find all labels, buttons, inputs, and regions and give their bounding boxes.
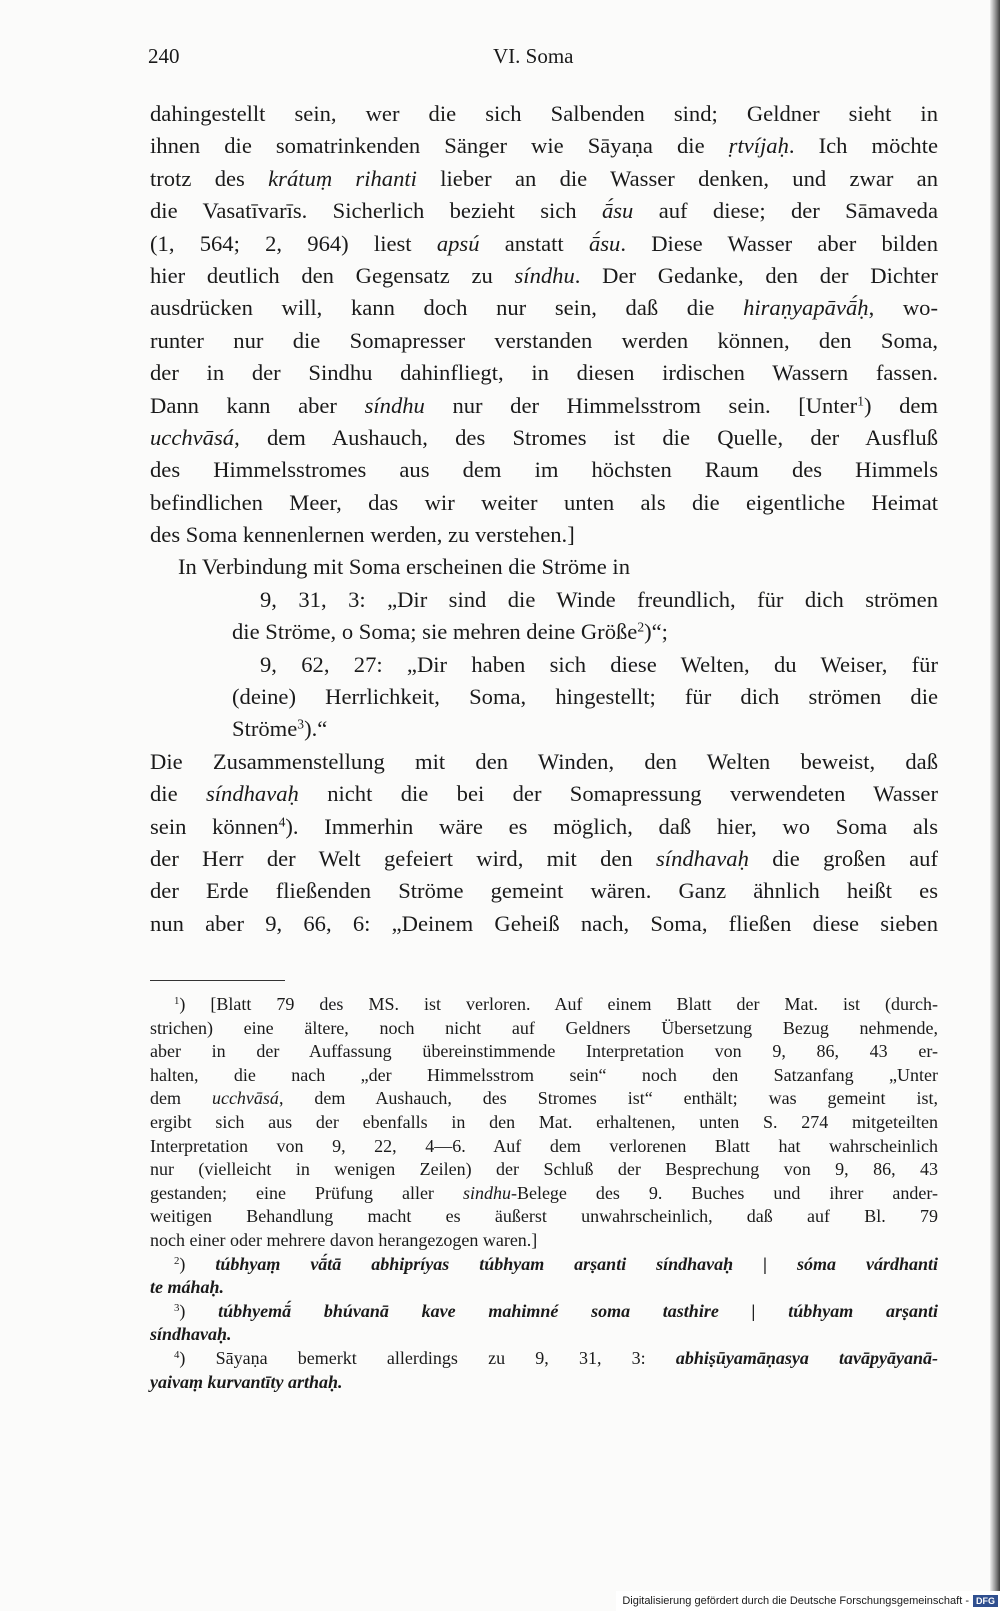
footnote-line: nur (vielleicht in wenigen Zeilen) der Schluß der Besprechung von 9, 86, 43: [150, 1159, 938, 1180]
credit-text: Digitalisierung gefördert durch die Deutsche Forschungsgemeinschaft -: [622, 1595, 969, 1607]
footnote-line: gestanden; eine Prüfung aller sindhu-Belege des 9. Buches und ihrer ander-: [150, 1182, 938, 1203]
quote-line: (deine) Herrlichkeit, Soma, hingestellt; für dich strömen die: [232, 684, 938, 710]
footnote-ref: 2: [637, 619, 645, 635]
footnote-line: $^4$) Sāyaṇa bemerkt allerdings zu 9, 31, 3: abhiṣūyamāṇasya tavāpyāyanā-: [174, 1347, 938, 1368]
footnote-divider: [150, 980, 285, 981]
text-line: ucchvāsá, dem Aushauch, des Stromes ist die Quelle, der Ausfluß: [150, 424, 938, 450]
text-line: Dann kann aber síndhu nur der Himmelsstrom sein. [Unter$^1$) dem: [150, 392, 938, 418]
footnote-line: Interpretation von 9, 22, 4—6. Auf dem verlorenen Blatt hat wahrscheinlich: [150, 1135, 938, 1156]
text-line: des Himmelsstromes aus dem im höchsten Raum des Himmels: [150, 457, 938, 483]
digitization-credit: [616, 1591, 1000, 1611]
text-line: dahingestellt sein, wer die sich Salbenden sind; Geldner sieht in: [150, 101, 938, 126]
text-line: nun aber 9, 66, 6: „Deinem Geheiß nach, Soma, fließen diese sieben: [150, 910, 938, 936]
footnote-line: $^2$) túbhyaṃ vā́tā abhipríyas túbhyam arṣanti síndhavaḥ | sóma várdhanti: [174, 1253, 938, 1274]
text-line: ihnen die somatrinkenden Sänger wie Sāyaṇa die ṛtvíjaḥ. Ich möchte: [150, 133, 938, 159]
text-line: hier deutlich den Gegensatz zu síndhu. Der Gedanke, den der Dichter: [150, 262, 938, 288]
running-title: VI. Soma: [493, 44, 574, 68]
footnote-line: aber in der Auffassung übereinstimmende Interpretation von 9, 86, 43 er-: [150, 1041, 938, 1062]
footnote-ref: 3: [297, 716, 305, 732]
footnotes: [150, 993, 938, 1394]
text-line: (1, 564; 2, 964) liest apsú anstatt ā́su. Diese Wasser aber bilden: [150, 230, 938, 256]
footnote-line: ergibt sich aus der ebenfalls in den Mat. erhaltenen, unten S. 274 mitgeteilten: [150, 1111, 938, 1132]
footnote-line: noch einer oder mehrere davon herangezogen waren.]: [150, 1229, 538, 1250]
quote-line: 9, 31, 3: „Dir sind die Winde freundlich, für dich strömen: [260, 586, 938, 612]
footnote-marker: 2: [174, 1254, 180, 1267]
footnote-line: dem ucchvāsá, dem Aushauch, des Stromes ist“ enthält; was gemeint ist,: [150, 1088, 938, 1109]
footnote-line: weitigen Behandlung macht es äußerst unwahrscheinlich, daß auf Bl. 79: [150, 1206, 938, 1227]
text-line: sein können$^4$). Immerhin wäre es möglich, daß hier, wo Soma als: [150, 813, 938, 839]
text-line: befindlichen Meer, das wir weiter unten als die eigentliche Heimat: [150, 489, 938, 515]
text-line: trotz des krátuṃ rihanti lieber an die Wasser denken, und zwar an: [150, 165, 938, 191]
footnote-line: strichen) eine ältere, noch nicht auf Geldners Übersetzung Bezug nehmende,: [150, 1017, 938, 1038]
text-line: des Soma kennenlernen werden, zu verstehen.]: [150, 522, 575, 548]
quotation-block: [150, 584, 938, 746]
text-line: die Vasatīvarīs. Sicherlich bezieht sich ā́su auf diese; der Sāmaveda: [150, 198, 938, 224]
footnote-line: $^1$) [Blatt 79 des MS. ist verloren. Auf einem Blatt der Mat. ist (durch-: [174, 994, 938, 1014]
main-text: [150, 98, 938, 940]
text-line: runter nur die Somapresser verstanden werden können, den Soma,: [150, 327, 938, 353]
quote-line: Ströme$^3$).“: [232, 716, 328, 742]
text-line: ausdrücken will, kann doch nur sein, daß die hiraṇyapāvā́ḥ, wo-: [150, 295, 938, 321]
footnote-line: yaivaṃ kurvantīty arthaḥ.: [150, 1371, 343, 1392]
text-line: der Herr der Welt gefeiert wird, mit den síndhavaḥ die großen auf: [150, 845, 938, 871]
quote-line: 9, 62, 27: „Dir haben sich diese Welten, du Weiser, für: [260, 651, 938, 677]
footnote-marker: 4: [174, 1348, 180, 1361]
quote-line: die Ströme, o Soma; sie mehren deine Größe$^2$)“;: [232, 619, 668, 645]
footnote-line: síndhavaḥ.: [150, 1324, 232, 1345]
text-line: Die Zusammenstellung mit den Winden, den Welten beweist, daß: [150, 748, 938, 774]
footnote-line: $^3$) túbhyemā́ bhúvanā kave mahimné soma tasthire | túbhyam arṣanti: [174, 1300, 938, 1321]
page-header: [148, 44, 940, 74]
footnote-ref: 1: [857, 393, 864, 409]
text-line: der Erde fließenden Ströme gemeint wären. Ganz ähnlich heißt es: [150, 878, 938, 904]
footnote-line: halten, die nach „der Himmelsstrom sein“ noch den Satzanfang „Unter: [150, 1064, 938, 1085]
text-line: die síndhavaḥ nicht die bei der Somapressung verwendeten Wasser: [150, 781, 938, 807]
dfg-logo: DFG: [973, 1595, 998, 1607]
footnote-line: te máhaḥ.: [150, 1277, 225, 1298]
page-edge-shadow: [990, 0, 1000, 1611]
footnote-marker: 1: [174, 995, 180, 1008]
footnote-marker: 3: [174, 1301, 180, 1314]
footnote-ref: 4: [278, 814, 286, 830]
page-number: 240: [148, 44, 180, 68]
text-line: der in der Sindhu dahinfliegt, in diesen irdischen Wassern fassen.: [150, 360, 938, 386]
text-line: In Verbindung mit Soma erscheinen die Ströme in: [178, 554, 631, 580]
